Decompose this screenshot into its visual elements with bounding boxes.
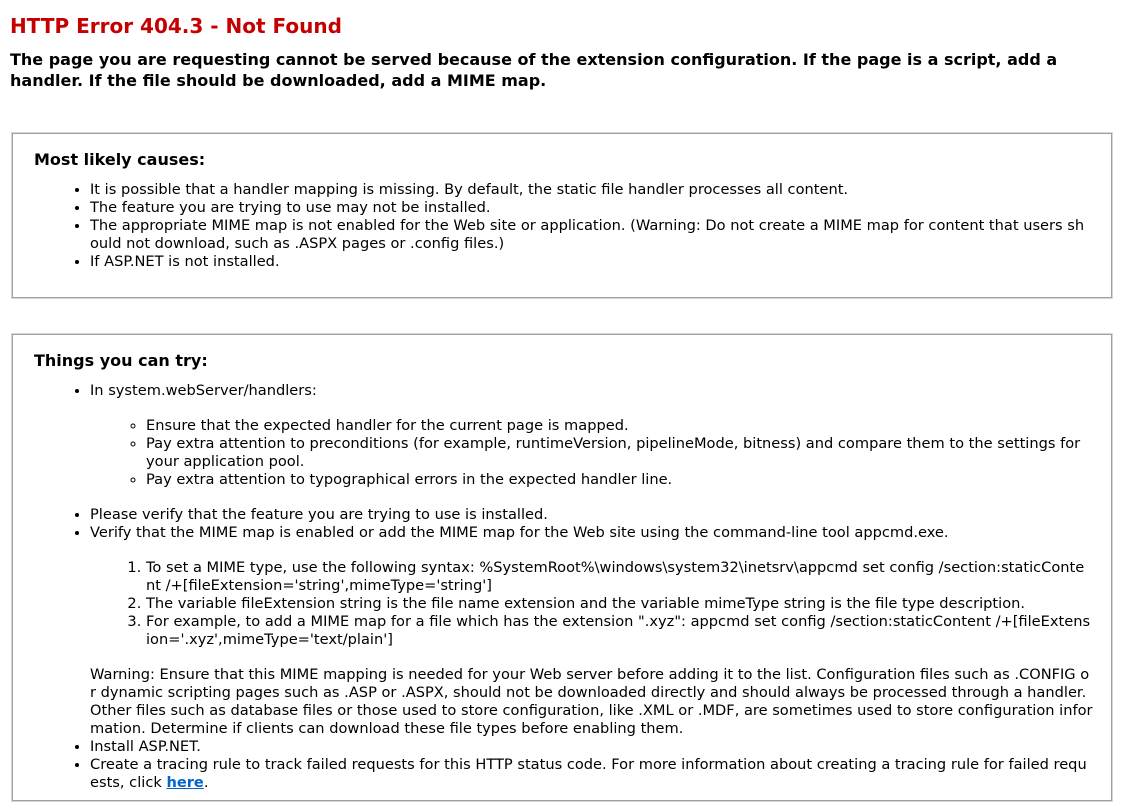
try-item-mime-map: [90, 524, 1093, 738]
try-item-tracing-rule: [90, 756, 1093, 792]
causes-panel: [12, 133, 1112, 298]
try-heading: Things you can try:: [34, 351, 208, 370]
cause-item: • If ASP.NET is not installed.: [90, 253, 1093, 271]
causes-heading: Most likely causes:: [34, 150, 206, 169]
mime-warning-text: Warning: Ensure that this MIME mapping is needed for your Web server before adding it to the list. Configuration files such as .CONFIG or dynamic scripting pages such as .ASP or .ASPX, should not be downloaded directly and should always be processed through a handler. Other files such as database files or those used to store configuration, like .XML or .MDF, are sometimes used to store configuration information. Determine if clients can download these file types before enabling them.: [90, 666, 1093, 737]
here-link[interactable]: here: [166, 774, 204, 791]
try-list: [13, 382, 1111, 792]
handlers-sublist: [90, 417, 1093, 489]
mime-step: 1. To set a MIME type, use the following syntax: %SystemRoot%\windows\system32\inetsrv\appcmd set config /section:staticContent /+[fileExtension='string',mimeType='string']: [146, 559, 1093, 595]
try-item-install-aspnet: • Install ASP.NET.: [90, 738, 1093, 756]
tracing-rule-period: .: [203, 774, 209, 791]
try-item-handlers: [90, 382, 1093, 489]
handler-tip: ◦ Pay extra attention to typographical errors in the expected handler line.: [146, 471, 1093, 489]
try-item-handlers-label: In system.webServer/handlers:: [90, 382, 317, 399]
mime-step: 3. For example, to add a MIME map for a file which has the extension ".xyz": appcmd set config /section:staticContent /+[fileExtension='.xyz',mimeType='text/plain']: [146, 613, 1093, 649]
try-item-verify-feature: • Please verify that the feature you are trying to use is installed.: [90, 506, 1093, 524]
mime-steps-list: [90, 559, 1093, 649]
try-content: [13, 382, 1111, 792]
cause-item: • The appropriate MIME map is not enabled for the Web site or application. (Warning: Do not create a MIME map for content that users should not download, such as .ASPX pages or .config files.): [90, 217, 1093, 253]
cause-item: • It is possible that a handler mapping is missing. By default, the static file handler processes all content.: [90, 181, 1093, 199]
causes-list: [13, 181, 1111, 271]
mime-step: 2. The variable fileExtension string is the file name extension and the variable mimeType string is the file type description.: [146, 595, 1093, 613]
error-header: [10, 13, 1120, 91]
things-to-try-panel: [12, 334, 1112, 801]
try-item-mime-map-label: Verify that the MIME map is enabled or add the MIME map for the Web site using the command-line tool appcmd.exe.: [90, 524, 949, 541]
handler-tip: ◦ Pay extra attention to preconditions (for example, runtimeVersion, pipelineMode, bitness) and compare them to the settings for your application pool.: [146, 435, 1093, 471]
cause-item: • The feature you are trying to use may not be installed.: [90, 199, 1093, 217]
error-summary: The page you are requesting cannot be served because of the extension configuration. If the page is a script, add a handler. If the file should be downloaded, add a MIME map.: [10, 50, 1058, 90]
page-title: HTTP Error 404.3 - Not Found: [10, 14, 342, 38]
handler-tip: ◦ Ensure that the expected handler for the current page is mapped.: [146, 417, 1093, 435]
causes-content: [13, 181, 1111, 271]
tracing-rule-text: Create a tracing rule to track failed requests for this HTTP status code. For more information about creating a tracing rule for failed requests, click: [90, 756, 1087, 791]
